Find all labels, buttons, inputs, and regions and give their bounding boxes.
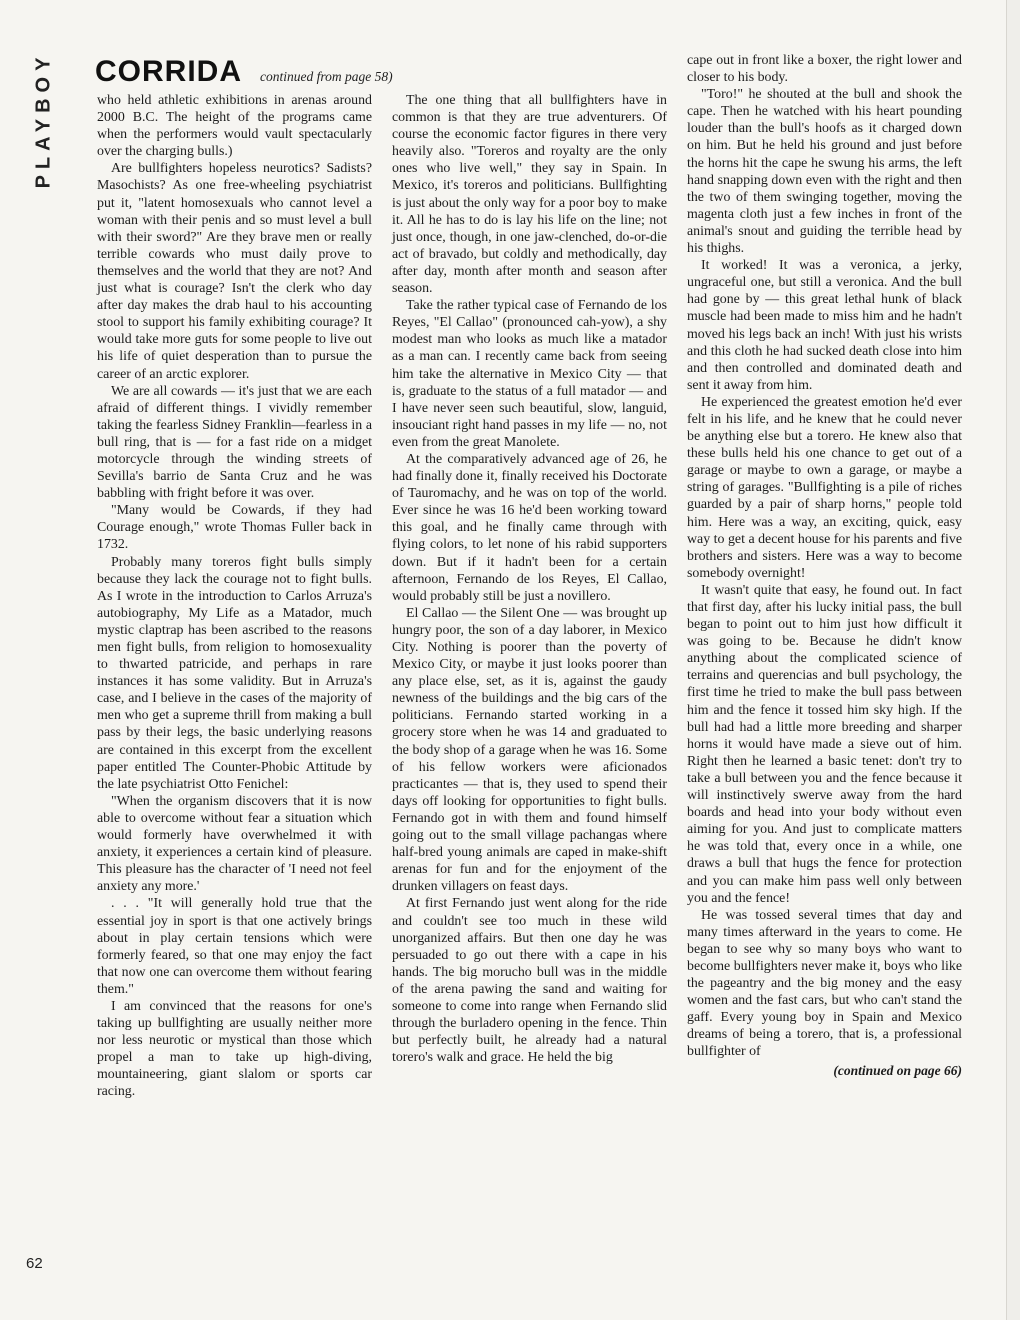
- text-column-2: [392, 92, 667, 1066]
- paragraph: El Callao — the Silent One — was brought up hungry poor, the son of a day laborer, in Mexico City. Nothing is poorer than the poverty of Mexico City, or maybe it just looks poorer than any place else, set, as it is, against the gaudy newness of the buildings and the big cars of the politicians. Fernando started working in a grocery store when he was 14 and graduated to the body shop of a garage when he was 16. Some of his fellow workers were aficionados practicantes — that is, they used to spend their days off looking for opportunities to fight bulls. Fernando got in with them and found himself going out to the small village pachangas where half-bred young animals are caped in make-shift arenas for fun and for the enjoyment of the drunken villagers on feast days.: [392, 605, 667, 895]
- paragraph: Are bullfighters hopeless neurotics? Sadists? Masochists? As one free-wheeling psychiatrist put it, "latent homosexuals who cannot level a woman with their penis and so must level a bull with their sword?" Are they brave men or really terrible cowards who must daily prove to themselves and the world that they are not? And just what is courage? Isn't the clerk who day after day makes the drab haul to his accounting stool to support his family exhibiting courage? It would take more guts for some people to live out his life of quiet desperation than to pursue the career of an arctic explorer.: [97, 161, 372, 382]
- continued-from-note: continued from page 58): [260, 69, 393, 84]
- paragraph: who held athletic exhibitions in arenas around 2000 B.C. The height of the programs came when the performers would vault spectacularly over the charging bulls.): [97, 93, 372, 160]
- paragraph: . . . "It will generally hold true that the essential joy in sport is that one actively brings about in play certain tensions which were formerly feared, so that one may enjoy the fact that now one can overcome them without fearing them.": [97, 896, 372, 997]
- masthead: [26, 40, 62, 200]
- page-number: 62: [26, 1255, 43, 1272]
- article-header: [95, 55, 393, 93]
- paragraph: "Many would be Cowards, if they had Courage enough," wrote Thomas Fuller back in 1732.: [97, 503, 372, 553]
- text-column-3: [687, 52, 962, 1079]
- paragraph: He was tossed several times that day and many times afterward in the years to come. He began to see why so many boys who want to become bullfighters never make it, boys who like the pageantry and the big money and the easy women and the fast cars, but who can't stand the gaff. Every young boy in Spain and Mexico dreams of being a torero, that is, a professional bullfighter of: [687, 907, 962, 1060]
- paragraph: We are all cowards — it's just that we are each afraid of different things. I vividly remember taking the fearless Sidney Franklin—fearless in a bull ring, that is — for a fast ride on a midget motorcycle through the winding streets of Sevilla's barrio de Santa Cruz and he was babbling with fright before it was over.: [97, 383, 372, 502]
- paragraph: I am convinced that the reasons for one's taking up bullfighting are usually neither more nor less neurotic or mystical than those which propel a man to take up high-diving, mountaineering, giant slalom or sports car racing.: [97, 998, 372, 1100]
- paragraph: "When the organism discovers that it is now able to overcome without fear a situation which would formerly have overwhelmed it with anxiety, it experiences a certain kind of pleasure. This pleasure has the character of 'I need not feel anxiety any more.': [97, 793, 372, 895]
- paragraph: At first Fernando just went along for the ride and couldn't see too much in these wild unorganized affairs. But then one day he was persuaded to go out there with a cape in his hands. The big morucho bull was in the middle of the arena pawing the sand and waiting for someone to come into range when Fernando slid through the burladero opening in the fence. Thin but perfectly built, he already had a natural torero's walk and grace. He held the big: [392, 896, 667, 1066]
- article-title: CORRIDA: [95, 55, 242, 88]
- masthead-text: PLAYBOY: [32, 51, 55, 189]
- paragraph: At the comparatively advanced age of 26, he had finally done it, finally received his Doctorate of Tauromachy, and he was on top of the world. Ever since he was 16 he'd been working toward this goal, and he finally came through with flying colors, to let none of his rabid supporters down. But if it hadn't been for a certain afternoon, Fernando de los Reyes, El Callao, would probably still be just a novillero.: [392, 451, 667, 604]
- paragraph: It wasn't quite that easy, he found out. In fact that first day, after his lucky initial pass, the bull began to point out to him just how difficult it was going to be. Because he didn't know anything about the complicated science of terrains and querencias and bull psychology, the first time he tried to make the bull pass between him and the fence it tossed him sky high. If the bull had had a little more breeding and sharper horns it would have made a sieve out of him. Right then he learned a basic tenet: don't try to take a bull between you and the fence because it will instinctively swerve away from the hard boards and head into your body without even aiming for you. And just to complicate matters he was told that, every once in a while, one draws a bull that hugs the fence for protection and you can make him pass well only between you and the fence!: [687, 582, 962, 906]
- paragraph: Take the rather typical case of Fernando de los Reyes, "El Callao" (pronounced cah-yow), a shy modest man who looks as much like a matador as a man can. I recently came back from seeing him take the alternative in Mexico City — that is, graduate to the status of a full matador — and I have never seen such beautiful, slow, languid, insouciant right hand passes in my life — no, not even from the great Manolete.: [392, 298, 667, 450]
- text-column-1: [97, 92, 372, 1101]
- paragraph: He experienced the greatest emotion he'd ever felt in his life, and he knew that he could never be anything else but a torero. He knew also that these bulls held his one chance to get out of a garage or maybe to own a garage, or maybe a string of garages. "Bullfighting is a pile of riches guarded by a pair of sharp horns," people told him. Here was a way, an exciting, quick, easy way to get a decent house for his parents and five brothers and sisters. Here was a way to become somebody overnight!: [687, 394, 962, 581]
- continued-on-note: (continued on page 66): [833, 1062, 962, 1078]
- paragraph: cape out in front like a boxer, the right lower and closer to his body.: [687, 53, 962, 86]
- paragraph: Probably many toreros fight bulls simply because they lack the courage not to fight bulls. As I wrote in the introduction to Carlos Arruza's autobiography, My Life as a Matador, much mystic claptrap has been ascribed to the reasons men fight bulls, from religion to homosexuality to thwarted patricide, and perhaps in rare instances it has some validity. But in Arruza's case, and I believe in the cases of the majority of men who get a supreme thrill from making a bull pass by their legs, the basic underlying reasons are contained in this excerpt from the excellent paper entitled The Counter-Phobic Attitude by the late psychiatrist Otto Fenichel:: [97, 554, 372, 792]
- paragraph: "Toro!" he shouted at the bull and shook the cape. Then he watched with his heart pounding louder than the bull's hoofs as it charged down on him. But he held his ground and just before the horns hit the cape he swung his arms, the left hand snapping down even with the right and then the two of them swinging together, moving the magenta cloth just a few inches in front of the animal's snout and guiding the terrible head by his thighs.: [687, 87, 962, 257]
- paragraph: It worked! It was a veronica, a jerky, ungraceful one, but still a veronica. And the bull had gone by — this great lethal hunk of black muscle had been made to miss him and he hadn't moved his legs back an inch! With just his wrists and this cloth he had sucked death close into him and then controlled and dominated death and sent it away from him.: [687, 258, 962, 393]
- paragraph: The one thing that all bullfighters have in common is that they are true adventurers. Of course the economic factor figures in there very heavily also. "Toreros and royalty are the only ones who live well," they say in Spain. In Mexico, it's toreros and politicians. Bullfighting is just about the only way for a poor boy to make it. All he has to do is lay his life on the line; not just once, though, in one jaw-clenched, do-or-die act of bravado, but coldly and methodically, day after day, month after month and season after season.: [392, 93, 667, 297]
